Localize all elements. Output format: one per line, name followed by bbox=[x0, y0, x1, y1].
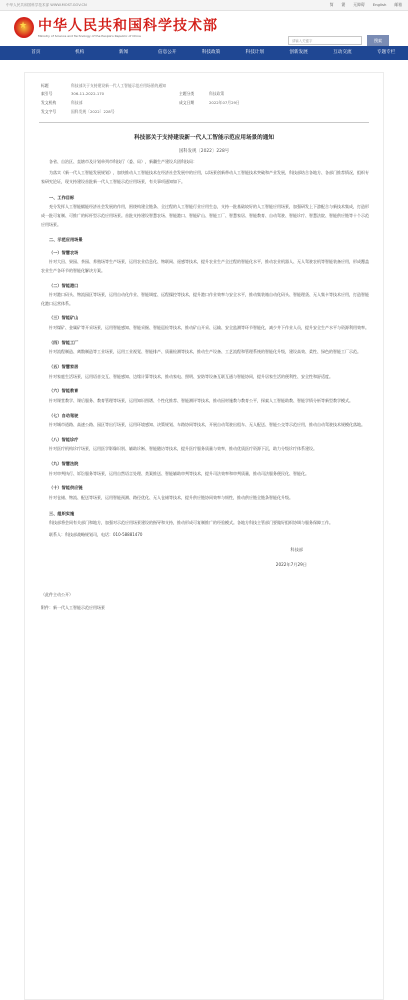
signature-date: 2022年7月29日 bbox=[275, 562, 307, 568]
section-heading: （八）智能诊疗 bbox=[49, 436, 79, 442]
document-meta-table bbox=[41, 81, 301, 115]
body-paragraph: 科技部将会同有关部门和地方，加强对示范应用场景建设的指导和支持，推动形成可复制推广的经验模式。各地方科技主管部门要做好组织协调与服务保障工作。 bbox=[49, 520, 333, 526]
article-container bbox=[24, 72, 384, 1000]
nav-policy[interactable]: 科技政策 bbox=[201, 49, 221, 55]
meta-label: 发文机构 bbox=[41, 99, 57, 105]
body-paragraph: 针对家庭生活场景，运用语音交互、智能感知、边缘计算等技术，推动家电、照明、安防等设备互联互通与智能协同，提升居家生活的便利性、安全性和舒适度。 bbox=[49, 373, 333, 379]
attachment-link[interactable]: 附件：新一代人工智能示范应用场景 bbox=[41, 605, 105, 611]
link-english[interactable]: English bbox=[372, 2, 387, 8]
search-button[interactable]: 搜索 bbox=[367, 35, 389, 46]
public-notice: （此件主动公开） bbox=[41, 591, 73, 597]
section-heading: （九）智慧法院 bbox=[49, 461, 79, 467]
body-paragraph: 针对大田、果园、茶园、养殖场等生产场景，运用农业信息化、物联网、遥感等技术，提升农业生产全过程的智能化水平，推动农业机器人、无人驾驶农机等智能装备应用，形成覆盖农业生产各环节的智能化解决方案。 bbox=[41, 259, 369, 274]
search-input[interactable]: 请输入关键字 bbox=[288, 36, 362, 45]
meta-row bbox=[41, 90, 301, 99]
divider bbox=[39, 122, 369, 123]
section-heading: 二、示范应用场景 bbox=[49, 237, 83, 243]
body-paragraph: 针对仓储、物流、配送等场景，运用智能预测、路径优化、无人仓储等技术，提升供应链协同效率与韧性，推动供应链全链条智能化升级。 bbox=[49, 495, 293, 501]
section-heading: （十）智能供应链 bbox=[49, 485, 83, 491]
top-links bbox=[330, 2, 402, 7]
meta-value: 306-11-2022-170 bbox=[71, 91, 105, 97]
top-utility-bar bbox=[0, 0, 408, 11]
meta-row bbox=[41, 98, 301, 107]
body-paragraph: 针对港口码头、物流园区等场景，运用自动化作业、智能调度、远程操控等技术，提升港口作业效率与安全水平，推动集装箱自动化码头、智能理货、无人集卡等技术应用，打造智能化港口运营体系。 bbox=[41, 292, 369, 306]
body-paragraph: 为落实《新一代人工智能发展规划》，加快推动人工智能技术在经济社会发展中的应用，以场景创新带动人工智能技术突破和产业发展，科技部结合各地方、各部门推荐情况，组织专家研究论证，现支持建设首批新一代人工智能示范应用场景，有关事项通知如下。 bbox=[41, 170, 369, 185]
body-paragraph: 联系人：科技部战略规划司，电话：010-58881470 bbox=[49, 531, 143, 537]
nav-organization[interactable]: 机构 bbox=[75, 49, 85, 55]
link-traditional[interactable]: 繁 bbox=[341, 2, 346, 8]
body-paragraph: 针对煤矿、金属矿等开采场景，运用智能感知、智能采掘、智能巡检等技术，推动矿山开采、运输、安全监测等环节智能化，减少井下作业人员，提升安全生产水平与资源利用效率。 bbox=[49, 325, 369, 331]
signature-org: 科技部 bbox=[290, 547, 303, 553]
section-heading: （四）智能工厂 bbox=[49, 339, 79, 345]
meta-label: 成文日期 bbox=[179, 99, 195, 105]
nav-news[interactable]: 新闻 bbox=[118, 49, 129, 55]
nav-programs[interactable]: 科技计划 bbox=[245, 49, 264, 55]
body-paragraph: 针对医疗机构诊疗场景，运用医学影像识别、辅助诊断、智能随访等技术，提升医疗服务质量与效率，推动优质医疗资源下沉，助力分级诊疗体系建设。 bbox=[49, 446, 317, 452]
body-paragraph: 充分发挥人工智能赋能经济社会发展的作用，围绕构建全链条、全过程的人工智能行业应用生态，支持一批基础较好的人工智能应用场景，加强研发上下游配合与新技术集成，打造形成一批可复制、可推广的标杆型示范应用场景。首批支持建设智慧农场、智能港口、智能矿山、智能工厂、智慧家居、智能教育、自动驾驶、智能诊疗、智慧法院、智能供应链等十个示范应用场景。 bbox=[41, 204, 369, 227]
meta-value: 国科发规〔2022〕228号 bbox=[71, 108, 115, 114]
meta-label: 主题分类 bbox=[179, 91, 195, 97]
site-title[interactable]: 中华人民共和国科学技术部 bbox=[38, 18, 218, 34]
meta-label: 标题 bbox=[41, 82, 49, 88]
meta-row bbox=[41, 81, 301, 90]
site-url: 中华人民共和国科学技术部 WWW.MOST.GOV.CN bbox=[6, 2, 87, 7]
meta-value: 科技部关于支持建设新一代人工智能示范应用场景的通知 bbox=[71, 82, 166, 88]
link-mailbox[interactable]: 邮箱 bbox=[394, 2, 402, 8]
nav-info-disclosure[interactable]: 信息公开 bbox=[158, 49, 177, 55]
document-body bbox=[25, 158, 383, 540]
section-heading: （五）智慧家居 bbox=[49, 364, 79, 370]
document-title: 科技部关于支持建设新一代人工智能示范应用场景的通知 bbox=[134, 135, 274, 142]
meta-label: 发文字号 bbox=[41, 108, 57, 114]
section-heading: （七）自动驾驶 bbox=[49, 412, 79, 418]
site-subtitle: Ministry of Science and Technology of the People's Republic of China bbox=[38, 34, 141, 38]
section-heading: 一、工作目标 bbox=[49, 194, 75, 200]
meta-row bbox=[41, 107, 301, 116]
meta-value: 2022年07月29日 bbox=[209, 99, 240, 105]
meta-label: 索引号 bbox=[41, 91, 53, 97]
body-paragraph: 各省、自治区、直辖市及计划单列市科技厅（委、局），新疆生产建设兵团科技局： bbox=[49, 158, 197, 164]
nav-interaction[interactable]: 互动交流 bbox=[333, 49, 352, 55]
body-paragraph: 针对流程制造、离散制造等工业场景，运用工业视觉、智能排产、质量检测等技术，推动生产设备、工艺流程和管理系统的智能化升级，建设高效、柔性、绿色的智能工厂示范。 bbox=[49, 349, 361, 355]
body-paragraph: 针对审判执行、诉讼服务等场景，运用自然语言处理、类案推送、智能辅助审判等技术，提升司法效率和审判质量，推动司法服务便民化、智能化。 bbox=[49, 470, 309, 476]
meta-value: 科技部 bbox=[71, 99, 83, 105]
meta-value: 科技政策 bbox=[209, 91, 225, 97]
nav-home[interactable]: 首页 bbox=[31, 49, 41, 55]
document-number: 国科发规〔2022〕228号 bbox=[178, 148, 230, 154]
section-heading: （一）智慧农场 bbox=[49, 249, 79, 255]
body-paragraph: 针对课堂教学、课后服务、教育管理等场景，运用知识图谱、个性化推荐、智能测评等技术，推动因材施教与教育公平，探索人工智能助教、智能学情分析等新型教学模式。 bbox=[49, 397, 353, 403]
section-heading: （六）智能教育 bbox=[49, 388, 79, 394]
link-simplified[interactable]: 简 bbox=[329, 2, 334, 8]
national-emblem-icon[interactable] bbox=[14, 17, 34, 38]
section-heading: （二）智能港口 bbox=[49, 282, 79, 288]
body-paragraph: 针对城市道路、高速公路、园区等出行场景，运用环境感知、决策规划、车路协同等技术，开展自动驾驶出租车、无人配送、智能公交等示范应用，推动自动驾驶技术规模化落地。 bbox=[49, 422, 365, 428]
site-header bbox=[0, 11, 408, 46]
nav-special[interactable]: 专题专栏 bbox=[376, 49, 396, 55]
section-heading: 三、组织实施 bbox=[49, 510, 75, 516]
section-heading: （三）智能矿山 bbox=[49, 315, 79, 321]
link-accessibility[interactable]: 无障碍 bbox=[353, 2, 365, 8]
nav-innovation[interactable]: 创新发展 bbox=[289, 49, 308, 55]
main-nav bbox=[0, 46, 408, 60]
